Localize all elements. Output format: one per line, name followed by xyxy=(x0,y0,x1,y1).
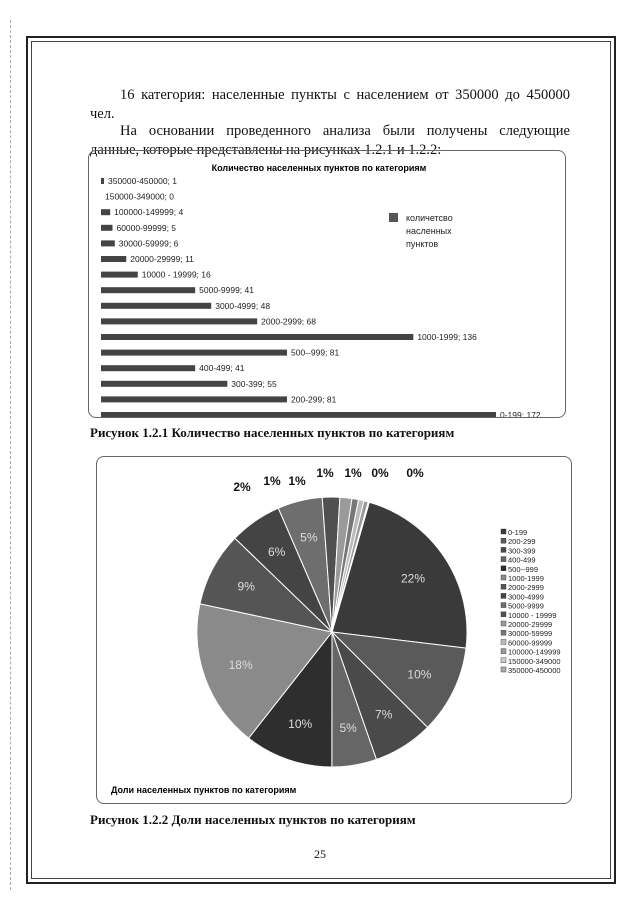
bar xyxy=(101,412,496,417)
pie-percent-label: 2% xyxy=(233,480,251,494)
legend-swatch xyxy=(501,584,506,589)
legend-swatch xyxy=(501,612,506,617)
pie-percent-label: 10% xyxy=(407,667,432,682)
bar-label: 3000-4999; 48 xyxy=(215,300,271,311)
bar-chart-title: Количество населенных пунктов по категориям xyxy=(211,163,427,173)
legend-label: 1000-1999 xyxy=(508,574,544,583)
legend-swatch xyxy=(501,538,506,543)
pie-percent-label: 22% xyxy=(401,571,426,586)
paragraph-analysis: На основании проведенного анализа были получены следующие данные, которые представлены на рисунках 1.2.1 и 1.2.2: xyxy=(90,123,570,158)
legend-swatch xyxy=(501,621,506,626)
bar-label: 30000-59999; 6 xyxy=(118,238,179,249)
legend-label: 300-399 xyxy=(508,546,536,556)
pie-percent-label: 7% xyxy=(375,707,393,722)
legend-label: пунктов xyxy=(406,239,439,249)
paragraph-category-16: 16 категория: населенные пункты с населением от 350000 до 450000 чел. xyxy=(90,87,570,122)
legend-swatch xyxy=(501,603,506,608)
pie-chart xyxy=(97,457,571,803)
legend-swatch xyxy=(501,593,506,598)
legend-label: 200-299 xyxy=(508,537,536,547)
legend-swatch xyxy=(501,529,506,534)
bar xyxy=(101,240,115,246)
legend-label: количетсво xyxy=(406,213,453,223)
bar xyxy=(101,303,211,309)
legend-swatch xyxy=(501,639,506,644)
bar xyxy=(101,225,112,231)
pie-percent-label: 1% xyxy=(288,474,306,488)
bar xyxy=(101,256,126,262)
legend-label: 0-199 xyxy=(508,528,528,537)
page-number: 25 xyxy=(314,847,326,861)
bar xyxy=(101,396,287,402)
legend-label: 60000-99999 xyxy=(508,638,553,648)
pie-percent-label: 10% xyxy=(288,716,313,731)
bar-chart-box xyxy=(88,150,566,418)
bar xyxy=(101,350,287,356)
bar-label: 2000-2999; 68 xyxy=(261,316,316,327)
bar-label: 60000-99999; 5 xyxy=(116,222,177,233)
legend-label: 3000-4999 xyxy=(508,592,544,602)
legend-swatch xyxy=(501,658,506,663)
figure-caption-2: Рисунок 1.2.2 Доли населенных пунктов по категориям xyxy=(90,812,416,827)
pie-percent-label: 1% xyxy=(263,474,281,488)
bar xyxy=(101,272,138,278)
bar xyxy=(101,318,257,324)
bar xyxy=(101,365,195,371)
legend-label: 2000-2999 xyxy=(508,583,544,593)
bar-label: 0-199; 172 xyxy=(500,410,541,417)
bar-label: 100000-149999; 4 xyxy=(114,207,184,218)
pie-percent-label: 1% xyxy=(316,466,334,480)
pie-percent-label: 5% xyxy=(300,530,318,545)
legend-label: 350000-450000 xyxy=(508,666,561,675)
pie-percent-label: 18% xyxy=(228,658,253,673)
legend-swatch xyxy=(501,649,506,654)
legend-label: 30000-59999 xyxy=(508,629,553,639)
legend-label: 400-499 xyxy=(508,555,536,565)
legend-swatch xyxy=(501,566,506,571)
bar xyxy=(101,287,195,293)
bar-label: 500--999; 81 xyxy=(291,347,340,358)
bar-label: 150000-349000; 0 xyxy=(105,191,175,202)
legend-swatch xyxy=(501,667,506,672)
pie-percent-label: 9% xyxy=(237,579,255,594)
pie-percent-label: 5% xyxy=(339,720,357,735)
legend-swatch xyxy=(501,630,506,635)
figure-caption-1: Рисунок 1.2.1 Количество населенных пунктов по категориям xyxy=(90,425,455,440)
bar-label: 200-299; 81 xyxy=(291,394,337,405)
legend-swatch xyxy=(389,213,398,222)
legend-label: насленных xyxy=(406,226,452,236)
legend-label: 10000 - 19999 xyxy=(508,610,557,620)
pie-percent-label: 0% xyxy=(371,466,389,480)
bar xyxy=(101,334,413,340)
pie-percent-label: 1% xyxy=(344,466,362,480)
bar xyxy=(101,381,227,387)
legend-swatch xyxy=(501,547,506,552)
legend-label: 150000-349000 xyxy=(508,656,561,666)
bar-label: 350000-450000; 1 xyxy=(108,176,178,186)
legend-label: 100000-149999 xyxy=(508,647,561,657)
bar-label: 10000 - 19999; 16 xyxy=(141,269,211,280)
margin-guide xyxy=(10,20,11,890)
bar-label: 20000-29999; 11 xyxy=(130,254,194,264)
pie-chart-box xyxy=(96,456,572,804)
legend-label: 5000-9999 xyxy=(508,601,544,611)
pie-percent-label: 0% xyxy=(406,466,424,480)
bar-label: 400-499; 41 xyxy=(199,363,245,374)
pie-chart-title: Доли населенных пунктов по категориям xyxy=(111,785,297,795)
bar-label: 5000-9999; 41 xyxy=(199,285,254,296)
legend-swatch xyxy=(501,575,506,580)
bar-label: 300-399; 55 xyxy=(231,378,277,389)
bar xyxy=(101,209,110,215)
legend-swatch xyxy=(501,557,506,562)
legend-label: 500--999 xyxy=(508,564,539,574)
bar xyxy=(101,178,104,184)
pie-percent-label: 6% xyxy=(267,545,286,560)
legend-label: 20000-29999 xyxy=(508,620,553,629)
bar-chart xyxy=(89,151,565,417)
bar-label: 1000-1999; 136 xyxy=(417,332,477,342)
